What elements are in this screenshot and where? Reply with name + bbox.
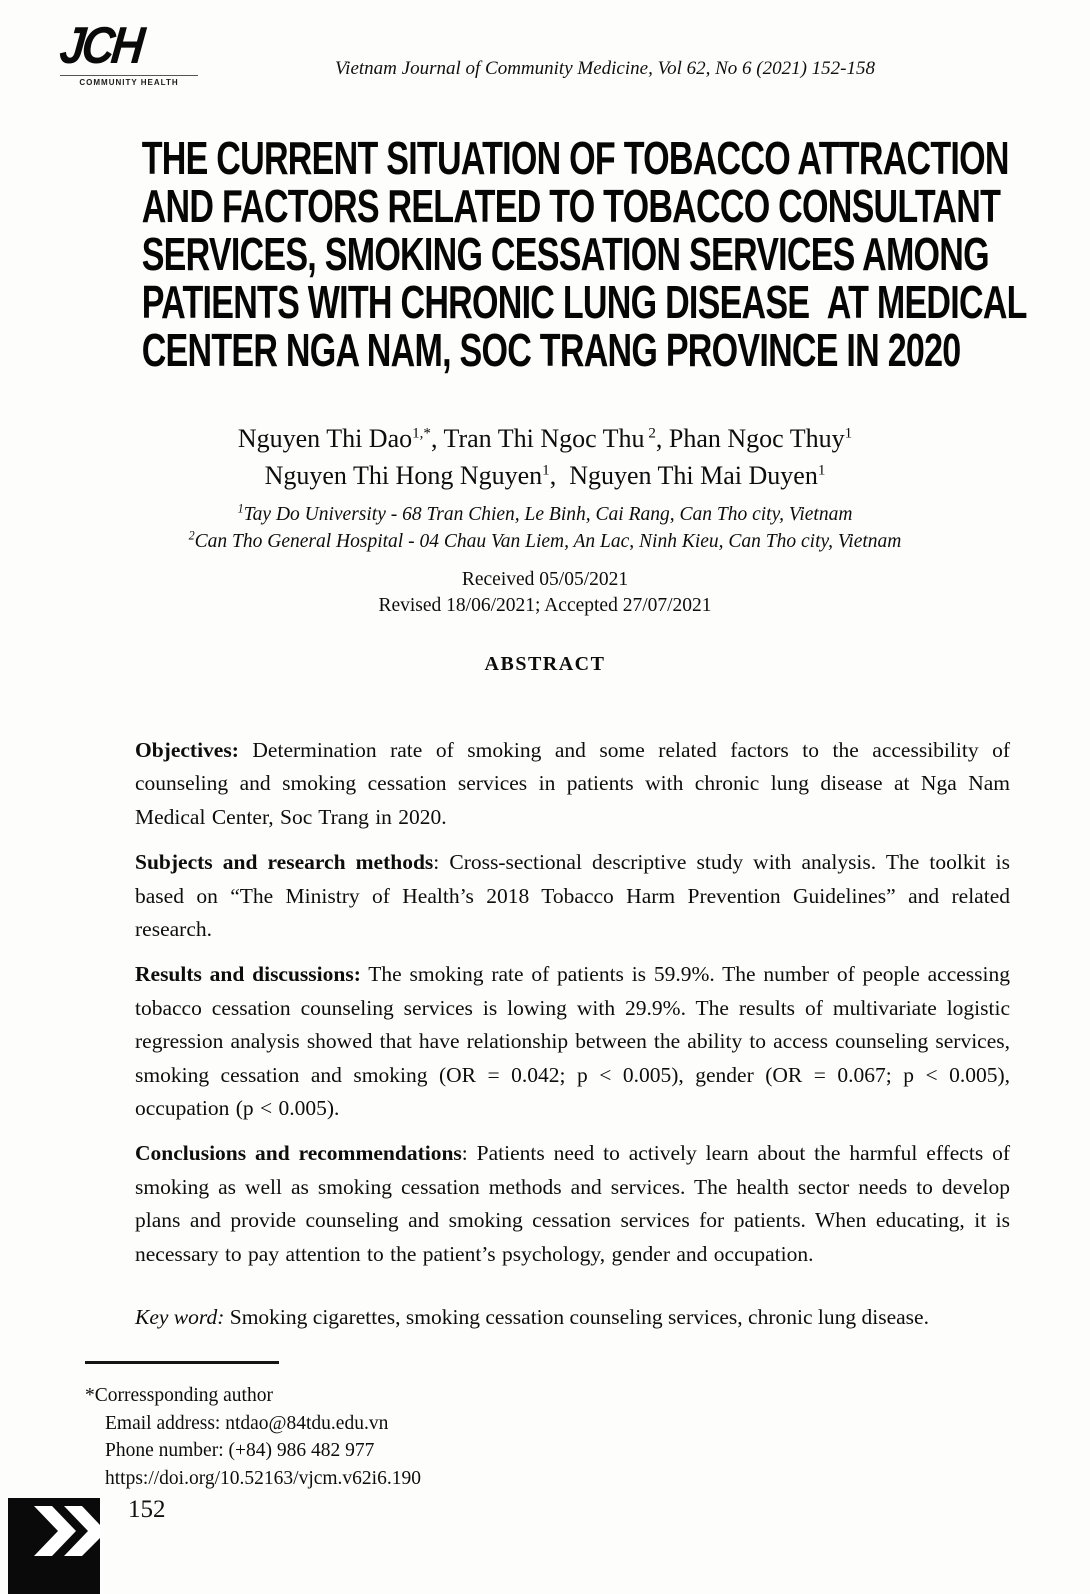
page-number: 152 <box>128 1496 166 1523</box>
paragraph-text: : Patients need to actively learn about the harmful effects of smoking as well as smoking cessation methods and services. The health sector needs to develop plans and provide counseling and smoking cessation services for patients. When educating, it is necessary to pay attention to the patient’s psychology, gender and occupation. <box>135 1141 1010 1266</box>
affiliation-text: Can Tho General Hospital - 04 Chau Van Liem, An Lac, Ninh Kieu, Can Tho city, Vietnam <box>194 530 902 552</box>
doi-link: https://doi.org/10.52163/vjcm.v62i6.190 <box>105 1467 421 1489</box>
title-line-1: THE CURRENT SITUATION OF TOBACCO ATTRACTION <box>141 132 1009 184</box>
author-name: Phan Ngoc Thuy <box>668 424 845 453</box>
author-superscript: 1 <box>844 425 853 442</box>
affiliation-2 <box>0 529 1090 556</box>
author-superscript: 1 <box>542 462 550 479</box>
paragraph-lead: Subjects and research methods <box>135 850 434 875</box>
abstract-body <box>135 734 1010 1271</box>
abstract-paragraph-objectives <box>135 734 1010 834</box>
author-superscript: 1,* <box>412 425 431 442</box>
footnote-block <box>85 1382 421 1492</box>
title-line-4: PATIENTS WITH CHRONIC LUNG DISEASE AT MEDICAL <box>141 276 1027 328</box>
affiliation-1 <box>0 502 1090 529</box>
authors-line-2 <box>0 457 1090 494</box>
paragraph-text: : Cross-sectional descriptive study with analysis. The toolkit is based on “The Ministry of Health’s 2018 Tobacco Harm Prevention Guidelines” and related research. <box>135 850 1010 942</box>
abstract-heading: ABSTRACT <box>484 653 606 675</box>
corresponding-author-phone: Phone number: (+84) 986 482 977 <box>105 1440 375 1461</box>
journal-logo-text: JCH <box>56 17 145 75</box>
paragraph-lead: Objectives: <box>135 738 239 762</box>
paragraph-text: Determination rate of smoking and some related factors to the accessibility of counseling and smoking cessation services in patients with chronic lung disease at Nga Nam Medical Center, Soc Trang in 2020. <box>135 738 1010 829</box>
authors-block <box>0 420 1090 494</box>
author-name: Nguyen Thi Dao <box>237 424 413 453</box>
authors-line-1 <box>0 420 1090 457</box>
journal-logo-subtext: COMMUNITY HEALTH <box>60 75 198 87</box>
keywords-lead: Key word: <box>135 1305 225 1330</box>
keywords-text: Smoking cigarettes, smoking cessation counseling services, chronic lung disease. <box>224 1305 929 1330</box>
title-line-5: CENTER NGA NAM, SOC TRANG PROVINCE IN 2020 <box>141 324 961 376</box>
affiliations-block <box>0 502 1090 555</box>
paragraph-text: The smoking rate of patients is 59.9%. The number of people accessing tobacco cessation counseling services is lowing with 29.9%. The results of multivariate logistic regression analysis showed that have relationship between the ability to access counseling services, smoking cessation and smoking (OR = 0.042; p < 0.005), gender (OR = 0.067; p < 0.005), occupation (p < 0.005). <box>135 962 1010 1121</box>
dates-block <box>0 567 1090 619</box>
affiliation-text: Tay Do University - 68 Tran Chien, Le Binh, Cai Rang, Can Tho city, Vietnam <box>243 504 853 525</box>
author-name: Nguyen Thi Hong Nguyen <box>264 461 543 490</box>
author-separator: , <box>549 461 570 490</box>
abstract-paragraph-methods <box>135 846 1010 946</box>
title-line-3: SERVICES, SMOKING CESSATION SERVICES AMONG <box>141 228 989 280</box>
author-superscript: 2 <box>644 425 656 442</box>
title-line-2: AND FACTORS RELATED TO TOBACCO CONSULTANT <box>141 180 1001 232</box>
author-superscript: 1 <box>817 462 826 479</box>
paragraph-lead: Conclusions and recommendations <box>135 1141 462 1166</box>
revised-accepted-date: Revised 18/06/2021; Accepted 27/07/2021 <box>378 595 712 616</box>
author-name: Nguyen Thi Mai Duyen <box>569 461 818 490</box>
affiliation-superscript: 1 <box>237 501 244 516</box>
abstract-paragraph-results <box>135 958 1010 1125</box>
author-separator: , <box>655 424 669 453</box>
article-title <box>0 134 1090 374</box>
double-chevron-icon <box>8 1498 100 1594</box>
received-date: Received 05/05/2021 <box>461 569 629 590</box>
keywords-line <box>135 1301 1010 1334</box>
page-header <box>0 0 1090 106</box>
footnote-divider <box>85 1361 279 1364</box>
corresponding-author-email: Email address: ntdao@84tdu.edu.vn <box>105 1412 389 1434</box>
corresponding-author-note: *Corressponding author <box>85 1385 273 1406</box>
affiliation-superscript: 2 <box>188 528 195 542</box>
abstract-paragraph-conclusions <box>135 1137 1010 1271</box>
journal-citation: Vietnam Journal of Community Medicine, Vol 62, No 6 (2021) 152-158 <box>334 58 875 79</box>
author-name: Tran Thi Ngoc Thu <box>443 424 645 453</box>
paragraph-lead: Results and discussions: <box>135 962 361 987</box>
author-separator: , <box>430 424 444 453</box>
footer-logo-mark <box>8 1498 100 1594</box>
